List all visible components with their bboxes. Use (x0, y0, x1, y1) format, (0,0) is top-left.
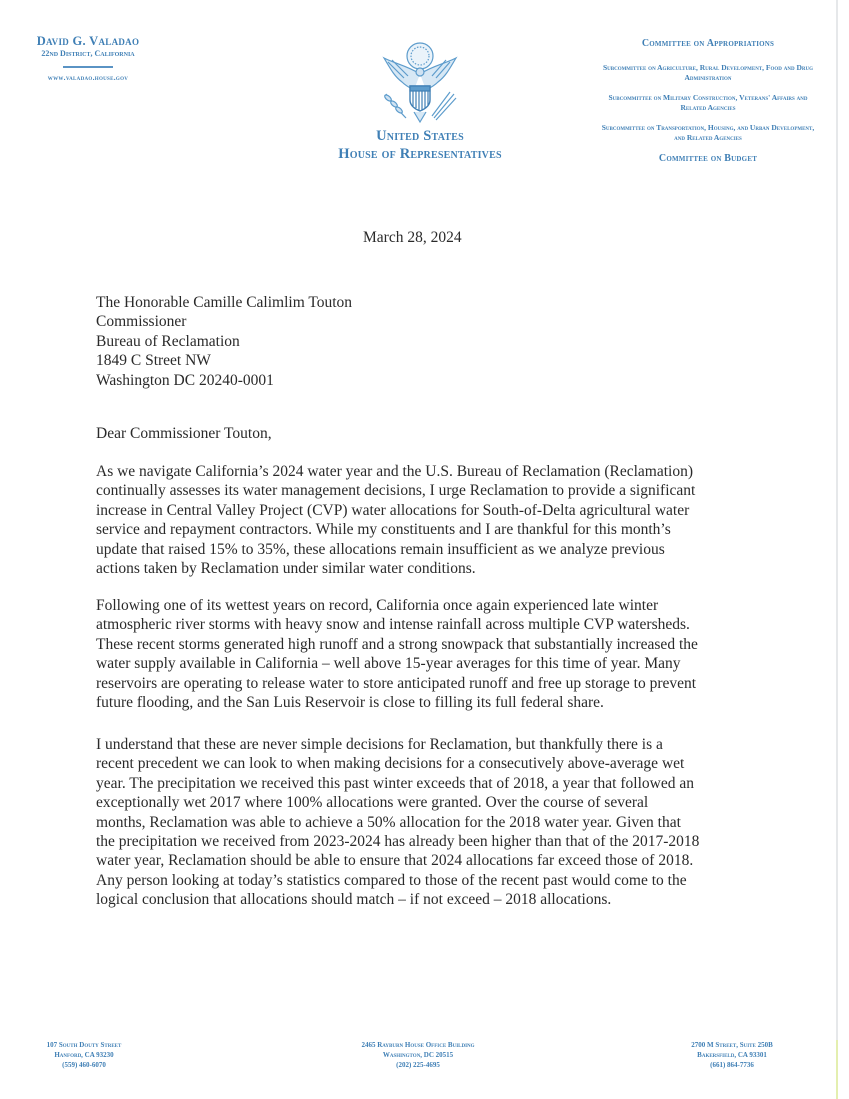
office-street: 2465 Rayburn House Office Building (361, 1041, 475, 1049)
letterhead-member-block (0, 34, 176, 83)
recipient-line: Washington DC 20240-0001 (96, 371, 274, 389)
office-street: 2700 M Street, Suite 250B (691, 1041, 773, 1049)
footer-office-bakersfield (632, 1040, 832, 1070)
office-street: 107 South Douty Street (46, 1041, 122, 1049)
paragraph-line: water year, Reclamation should be able to ensure that 2024 allocations far exceed those of 2018. (96, 852, 694, 870)
office-city: Bakersfield, CA 93301 (697, 1051, 767, 1059)
paragraph-line: reservoirs are operating to release water to store anticipated runoff and free up storage to prevent (96, 674, 697, 692)
institution-line-1: United States (376, 128, 464, 144)
member-district: 22nd District, California (41, 49, 135, 58)
institution-title (300, 127, 540, 163)
committee-appropriations: Committee on Appropriations (641, 38, 775, 49)
paragraph-line: As we navigate California’s 2024 water year and the U.S. Bureau of Reclamation (Reclamation) (96, 463, 693, 480)
body-paragraph-2 (96, 596, 836, 712)
paragraph-line: water supply available in California – well above 15-year averages for this time of year. Many (96, 655, 681, 673)
office-phone: (559) 460-6070 (62, 1061, 106, 1069)
letter-date: March 28, 2024 (363, 229, 462, 246)
paragraph-line: These recent storms generated high runoff and a strong snowpack that substantially increased the (96, 635, 698, 653)
institution-line-2: House of Representatives (338, 146, 502, 162)
paragraph-line: recent precedent we can look to when making decisions for a consecutively above-average wet (96, 755, 685, 773)
paragraph-line: the precipitation we received from 2023-2024 has already been higher than that of the 2017-2018 (96, 833, 700, 851)
paragraph-line: exceptionally wet 2017 where 100% allocations were granted. Over the course of several (96, 794, 649, 812)
office-city: Hanford, CA 93230 (54, 1051, 114, 1059)
subcommittee-agriculture: Subcommittee on Agriculture, Rural Development, Food and Drug Administration (602, 63, 814, 82)
office-phone: (202) 225-4695 (396, 1061, 440, 1069)
paragraph-line: year. The precipitation we received this past winter exceeds that of 2018, a year that followed an (96, 774, 694, 792)
body-paragraph-1 (96, 462, 836, 578)
footer-office-hanford (0, 1040, 184, 1070)
paragraph-line: increase in Central Valley Project (CVP) water allocations for South-of-Delta agricultural water (96, 501, 690, 519)
paragraph-line: Any person looking at today’s statistics compared to those of the recent past would come to the (96, 871, 687, 889)
paragraph-line: future flooding, and the San Luis Reservoir is close to filling its full federal share. (96, 694, 604, 712)
footer-office-washington (318, 1040, 518, 1070)
office-city: Washington, DC 20515 (382, 1051, 454, 1059)
great-seal-eagle-icon (370, 36, 470, 126)
letterhead-rule (63, 66, 113, 68)
paragraph-line: I understand that these are never simple decisions for Reclamation, but thankfully there is a (96, 736, 663, 753)
page-edge (836, 0, 838, 1099)
page-edge-tint (836, 1040, 838, 1099)
paragraph-line: continually assesses its water management decisions, I urge Reclamation to provide a significant (96, 482, 696, 500)
recipient-line: Bureau of Reclamation (96, 332, 240, 350)
paragraph-line: update that raised 15% to 35%, these allocations remain insufficient as we analyze previous (96, 540, 665, 558)
committee-budget: Committee on Budget (658, 153, 758, 164)
salutation: Dear Commissioner Touton, (96, 425, 272, 442)
paragraph-line: actions taken by Reclamation under similar water conditions. (96, 560, 476, 578)
member-website: www.valadao.house.gov (47, 72, 129, 82)
letterhead-committees (588, 38, 828, 165)
recipient-line: The Honorable Camille Calimlim Touton (96, 294, 353, 311)
member-name: David G. Valadao (36, 34, 140, 48)
subcommittee-transportation-housing: Subcommittee on Transportation, Housing, and Urban Development, and Related Agencies (601, 123, 815, 142)
office-phone: (661) 864-7736 (710, 1061, 754, 1069)
paragraph-line: service and repayment contractors. While my constituents and I are thankful for this month’s (96, 521, 671, 539)
paragraph-line: logical conclusion that allocations should match – if not exceed – 2018 allocations. (96, 891, 612, 909)
recipient-line: 1849 C Street NW (96, 352, 211, 370)
paragraph-line: months, Reclamation was able to achieve a 50% allocation for the 2018 water year. Given that (96, 813, 681, 831)
recipient-line: Commissioner (96, 313, 187, 331)
paragraph-line: Following one of its wettest years on record, California once again experienced late winter (96, 597, 659, 614)
paragraph-line: atmospheric river storms with heavy snow and intense rainfall across multiple CVP watersheds. (96, 616, 690, 634)
body-paragraph-3 (96, 735, 836, 910)
subcommittee-military-construction: Subcommittee on Military Construction, Veterans' Affairs and Related Agencies (608, 93, 808, 112)
recipient-address (96, 293, 352, 390)
